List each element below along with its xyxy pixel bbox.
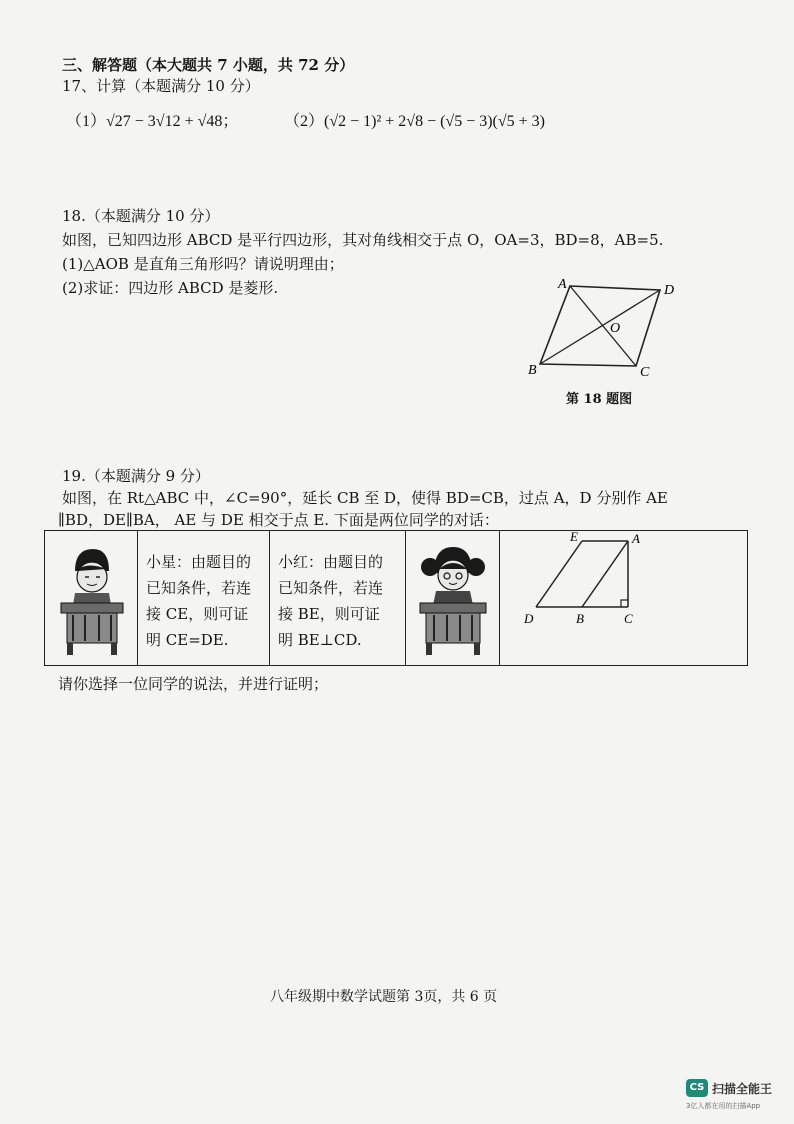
label-d: D [664,283,675,298]
q18-title: 18.（本题满分 10 分） [62,207,220,225]
right-angle-mark [621,600,628,607]
girl-at-desk-illustration [406,531,500,665]
q18-stem: 如图，已知四边形 ABCD 是平行四边形，其对角线相交于点 O，OA=3，BD=8，AB=5. [62,231,664,249]
label-c: C [640,365,650,380]
q19-stem-line1: 如图，在 Rt△ABC 中，∠C=90°，延长 CB 至 D，使得 BD=CB，过点 A，D 分别作 AE [62,489,668,507]
camscanner-logo: CS [686,1079,708,1097]
q18-parallelogram-figure [528,276,688,380]
q18-figure-caption: 第 18 题图 [566,392,633,407]
parallelogram-abcd [540,286,660,366]
diagonal-ac [570,286,636,366]
label-b: B [528,363,537,378]
q17-part2: （2）(√2 − 1)² + 2√8 − (√5 − 3)(√5 + 3) [284,113,546,130]
q17-part1: （1）√27 − 3√12 + √48； [66,113,239,130]
camscanner-name: 扫描全能王 [712,1082,773,1096]
q17-title: 17、计算（本题满分 10 分） [62,77,260,95]
label-c: C [624,611,633,626]
q19-figure-cell [499,531,747,665]
camscanner-tagline: 3亿人都在用的扫描App [686,1102,761,1110]
q18-sub1: (1)△AOB 是直角三角形吗？请说明理由； [62,255,344,273]
label-o: O [610,321,621,336]
q19-stem-line2: ∥BD，DE∥BA， AE 与 DE 相交于点 E. 下面是两位同学的对话： [58,511,499,529]
xiaoxing-line-4: 明 CE=DE. [146,631,229,649]
q19-geometry-figure [500,531,748,665]
girl-picture-cell [405,531,499,665]
q19-dialogue-table [44,530,748,666]
xiaoxing-line-3: 接 CE，则可证 [146,605,249,623]
diagonal-bd [540,290,660,364]
xiaoxing-speech-cell [137,531,269,665]
xiaohong-speech-cell [269,531,405,665]
label-d: D [524,611,534,626]
xiaohong-line-4: 明 BE⊥CD. [278,631,362,649]
segment-ab [582,541,628,607]
xiaohong-line-2: 已知条件，若连 [278,579,384,597]
xiaoxing-line-2: 已知条件，若连 [146,579,252,597]
boy-at-desk-illustration [45,531,137,665]
label-b: B [576,611,584,626]
q19-instruction: 请你选择一位同学的说法，并进行证明； [58,675,329,693]
xiaohong-line-3: 接 BE，则可证 [278,605,380,623]
label-a: A [632,531,640,546]
boy-picture-cell [45,531,137,665]
segment-ed [536,541,582,607]
q19-title: 19.（本题满分 9 分） [62,467,210,485]
q18-sub2: (2)求证：四边形 ABCD 是菱形. [62,279,279,297]
xiaohong-line-1: 小红：由题目的 [278,553,384,571]
section-heading: 三、解答题（本大题共 7 小题，共 72 分） [62,56,355,74]
xiaoxing-line-1: 小星：由题目的 [146,553,252,571]
label-e: E [570,531,578,544]
page-footer: 八年级期中数学试题第 3页，共 6 页 [270,989,498,1005]
label-a: A [558,277,567,292]
